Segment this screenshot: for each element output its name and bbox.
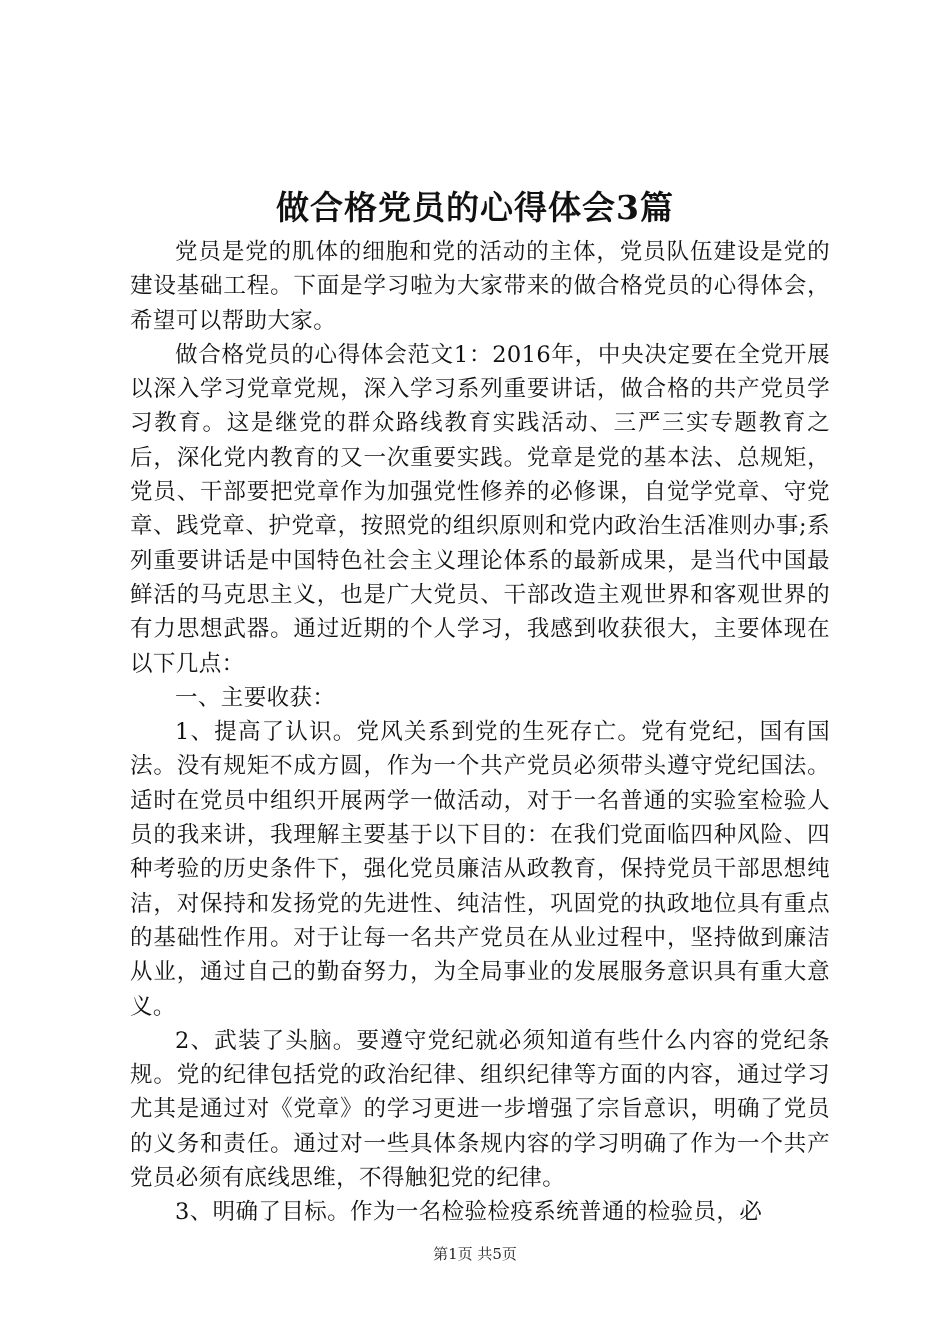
paragraph-point-3: 3、明确了目标。作为一名检验检疫系统普通的检验员，必: [175, 1199, 763, 1226]
paragraph-intro: 党员是党的肌体的细胞和党的活动的主体，党员队伍建设是党的建设基础工程。下面是学习啦为大家带来的做合格党员的心得体会，希望可以帮助大家。: [130, 239, 830, 334]
paragraph-point-1: 1、提高了认识。党风关系到党的生死存亡。党有党纪，国有国法。没有规矩不成方圆，作为一个共产党员必须带头遵守党纪国法。适时在党员中组织开展两学一做活动，对于一名普通的实验室检验人员的我来讲，我理解主要基于以下目的：在我们党面临四种风险、四种考验的历史条件下，强化党员廉洁从政教育，保持党员干部思想纯洁，对保持和发扬党的先进性、纯洁性，巩固党的执政地位具有重点的基础性作用。对于让每一名共产党员在从业过程中，坚持做到廉洁从业，通过自己的勤奋努力，为全局事业的发展服务意识具有重大意义。: [130, 719, 830, 1020]
paragraph-point-2: 2、武装了头脑。要遵守党纪就必须知道有些什么内容的党纪条规。党的纪律包括党的政治纪律、组织纪律等方面的内容，通过学习尤其是通过对《党章》的学习更进一步增强了宗旨意识，明确了党员的义务和责任。通过对一些具体条规内容的学习明确了作为一个共产党员必须有底线思维，不得触犯党的纪律。: [130, 1027, 830, 1192]
document-body: [130, 235, 830, 1230]
document-title: 做合格党员的心得体会3篇: [276, 188, 674, 227]
section-heading-main-gains: 一、主要收获：: [175, 684, 336, 711]
page-number-footer: 第1页 共5页: [433, 1245, 517, 1263]
paragraph-sample-1: 做合格党员的心得体会范文1：2016年，中央决定要在全党开展以深入学习党章党规，深入学习系列重要讲话，做合格的共产党员学习教育。这是继党的群众路线教育实践活动、三严三实专题教育之后，深化党内教育的又一次重要实践。党章是党的基本法、总规矩，党员、干部要把党章作为加强党性修养的必修课，自觉学党章、守党章、践党章、护党章，按照党的组织原则和党内政治生活准则办事;系列重要讲话是中国特色社会主义理论体系的最新成果，是当代中国最鲜活的马克思主义，也是广大党员、干部改造主观世界和客观世界的有力思想武器。通过近期的个人学习，我感到收获很大，主要体现在以下几点：: [130, 341, 830, 677]
